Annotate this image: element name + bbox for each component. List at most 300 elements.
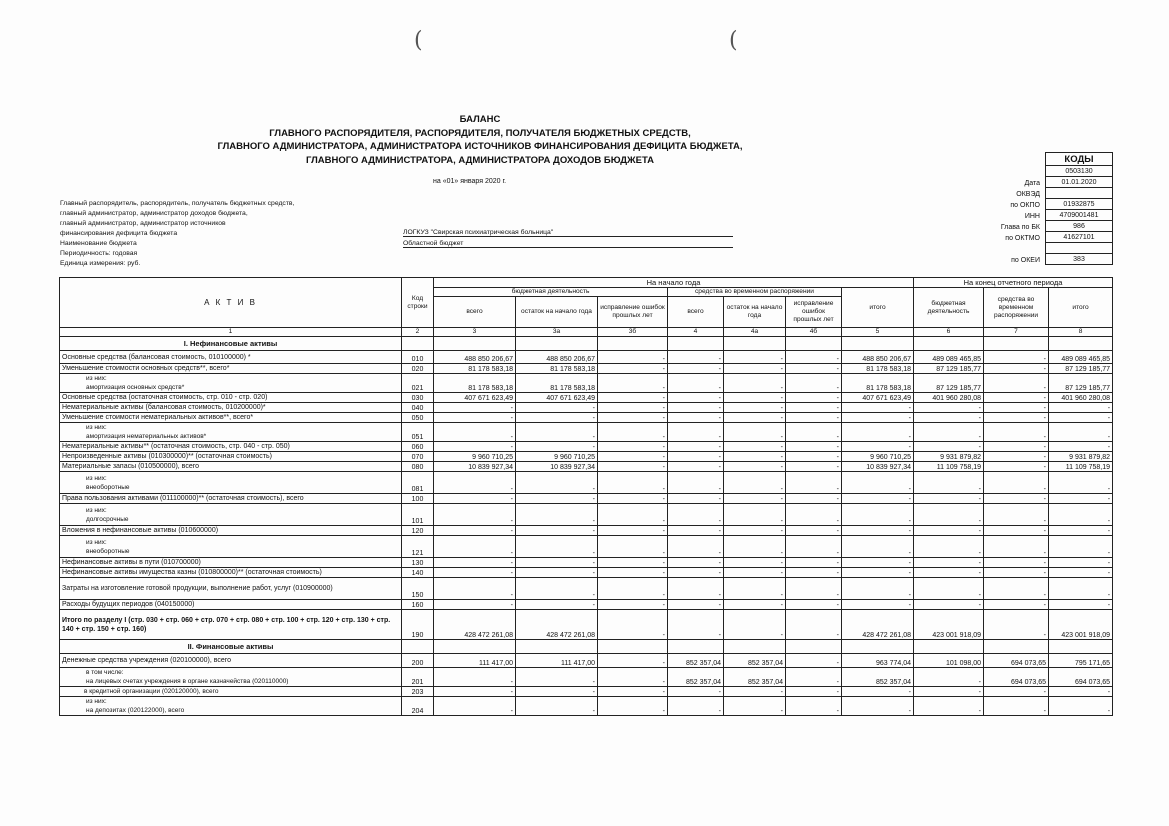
empty-cell <box>724 640 786 654</box>
value-cell: 9 931 879,82 <box>1049 452 1113 462</box>
value-cell: - <box>914 558 984 568</box>
value-cell: - <box>668 558 724 568</box>
row-name-detail: на депозитах (020122000), всего <box>86 707 185 714</box>
row-name <box>60 668 402 687</box>
empty-cell <box>786 337 842 351</box>
value-cell: - <box>668 578 724 600</box>
row-name <box>60 423 402 442</box>
section-title: I. Нефинансовые активы <box>60 337 402 351</box>
column-number: 3 <box>434 328 516 337</box>
value-cell: - <box>724 558 786 568</box>
header-remain-temp: остаток на начало года <box>724 297 786 328</box>
value-cell: - <box>724 423 786 442</box>
info-line: Единица измерения: руб. <box>60 260 141 267</box>
value-cell: 10 839 927,34 <box>434 462 516 472</box>
header-code: Код строки <box>402 278 434 328</box>
value-cell: - <box>914 687 984 697</box>
value-cell: 111 417,00 <box>434 654 516 668</box>
value-cell: - <box>842 578 914 600</box>
empty-cell <box>842 640 914 654</box>
empty-cell <box>984 640 1049 654</box>
value-cell: - <box>984 462 1049 472</box>
value-cell: 852 357,04 <box>668 668 724 687</box>
value-cell: 87 129 185,77 <box>1049 374 1113 393</box>
row-name <box>60 374 402 393</box>
value-cell: 694 073,65 <box>984 668 1049 687</box>
value-cell: - <box>1049 472 1113 494</box>
table-row <box>60 668 1113 687</box>
value-cell: 694 073,65 <box>984 654 1049 668</box>
value-cell: - <box>598 374 668 393</box>
value-cell: - <box>668 526 724 536</box>
value-cell: - <box>1049 442 1113 452</box>
value-cell: 488 850 206,67 <box>434 351 516 364</box>
value-cell: - <box>786 393 842 403</box>
value-cell: - <box>984 697 1049 716</box>
value-cell: - <box>914 578 984 600</box>
row-name <box>60 472 402 494</box>
header-budget: бюджетная деятельность <box>434 288 668 297</box>
value-cell: 9 960 710,25 <box>842 452 914 462</box>
code-value: 01.01.2020 <box>1046 177 1113 188</box>
row-name <box>60 452 402 462</box>
header-fix-temp: исправление ошибок прошлых лет <box>786 297 842 328</box>
value-cell: - <box>434 442 516 452</box>
header-itogo: итого <box>842 288 914 328</box>
value-cell: - <box>1049 697 1113 716</box>
value-cell: - <box>1049 578 1113 600</box>
value-cell: - <box>598 668 668 687</box>
header-start-year: На начало года <box>434 278 914 288</box>
value-cell: - <box>434 423 516 442</box>
row-name-intro: из них: <box>86 474 107 482</box>
value-cell: - <box>724 364 786 374</box>
value-cell: - <box>842 472 914 494</box>
value-cell: - <box>724 442 786 452</box>
value-cell: - <box>668 568 724 578</box>
column-number: 4 <box>668 328 724 337</box>
value-cell: - <box>598 687 668 697</box>
row-name-text: Расходы будущих периодов (040150000) <box>62 601 195 608</box>
value-cell: - <box>786 413 842 423</box>
value-cell: - <box>786 654 842 668</box>
row-name-intro: в том числе: <box>86 669 124 676</box>
row-name-text: Затраты на изготовление готовой продукции, выполнение работ, услуг (010900000) <box>62 585 333 592</box>
empty-cell <box>914 337 984 351</box>
value-cell: - <box>434 568 516 578</box>
header-end-itogo: итого <box>1049 288 1113 328</box>
header-aktiv: А К Т И В <box>60 278 402 328</box>
value-cell: - <box>786 610 842 640</box>
value-cell: - <box>914 600 984 610</box>
column-number: 1 <box>60 328 402 337</box>
column-number: 4а <box>724 328 786 337</box>
value-cell: - <box>724 504 786 526</box>
empty-cell <box>668 337 724 351</box>
value-cell: 81 178 583,18 <box>516 364 598 374</box>
value-cell: - <box>1049 687 1113 697</box>
value-cell: - <box>598 568 668 578</box>
row-name <box>60 600 402 610</box>
value-cell: - <box>984 536 1049 558</box>
value-cell: - <box>984 403 1049 413</box>
table-row <box>60 403 1113 413</box>
value-cell: - <box>516 403 598 413</box>
value-cell: - <box>786 687 842 697</box>
value-cell: - <box>914 442 984 452</box>
code-label <box>960 167 1040 178</box>
table-row <box>60 364 1113 374</box>
value-cell: - <box>598 654 668 668</box>
value-cell: 81 178 583,18 <box>842 364 914 374</box>
column-number: 2 <box>402 328 434 337</box>
row-name <box>60 568 402 578</box>
report-date: на «01» января 2020 г. <box>433 178 507 185</box>
row-name <box>60 526 402 536</box>
value-cell: - <box>984 452 1049 462</box>
empty-cell <box>842 337 914 351</box>
title-line: ГЛАВНОГО АДМИНИСТРАТОРА, АДМИНИСТРАТОРА ДОХОДОВ БЮДЖЕТА <box>305 154 655 166</box>
value-cell: - <box>1049 558 1113 568</box>
code-label: ОКВЭД <box>1016 191 1040 198</box>
value-cell: - <box>598 462 668 472</box>
value-cell: - <box>842 600 914 610</box>
codes-header: КОДЫ <box>1046 153 1113 166</box>
row-name-text: Уменьшение стоимости нематериальных активов**, всего* <box>62 414 254 421</box>
row-code: 140 <box>402 568 434 578</box>
value-cell: - <box>434 472 516 494</box>
row-name-detail: амортизация основных средств* <box>86 384 185 391</box>
value-cell: - <box>724 413 786 423</box>
value-cell: 9 960 710,25 <box>434 452 516 462</box>
value-cell: - <box>668 536 724 558</box>
row-code: 070 <box>402 452 434 462</box>
empty-cell <box>516 640 598 654</box>
value-cell: 407 671 623,49 <box>842 393 914 403</box>
row-code: 101 <box>402 504 434 526</box>
empty-cell <box>984 337 1049 351</box>
row-name <box>60 578 402 600</box>
value-cell: - <box>786 697 842 716</box>
info-line: финансирования дефицита бюджета <box>60 230 178 237</box>
value-cell: - <box>984 610 1049 640</box>
row-code: 050 <box>402 413 434 423</box>
value-cell: - <box>434 668 516 687</box>
table-row <box>60 687 1113 697</box>
value-cell: - <box>516 423 598 442</box>
value-cell: - <box>598 442 668 452</box>
value-cell: - <box>914 536 984 558</box>
header-end-temp: средства во временном распоряжении <box>984 288 1049 328</box>
value-cell: - <box>434 687 516 697</box>
header-fix: исправление ошибок прошлых лет <box>598 297 668 328</box>
value-cell: - <box>724 472 786 494</box>
value-cell: - <box>668 462 724 472</box>
budget-name: Областной бюджет <box>403 240 733 248</box>
value-cell: - <box>668 351 724 364</box>
value-cell: - <box>914 504 984 526</box>
value-cell: - <box>842 558 914 568</box>
value-cell: - <box>984 423 1049 442</box>
value-cell: - <box>914 668 984 687</box>
value-cell: - <box>668 413 724 423</box>
organization-name: ЛОГКУЗ "Свирская психиатрическая больница" <box>403 229 733 237</box>
value-cell: - <box>914 472 984 494</box>
row-name-text: Основные средства (балансовая стоимость, 010100000) * <box>62 353 251 361</box>
table-row <box>60 654 1113 668</box>
value-cell: - <box>786 536 842 558</box>
code-label: Глава по БК <box>1000 224 1040 231</box>
value-cell: - <box>786 494 842 504</box>
value-cell: - <box>914 494 984 504</box>
empty-cell <box>402 337 434 351</box>
row-name-text: Непроизведенные активы (010300000)** (остаточная стоимость) <box>62 453 272 460</box>
row-name <box>60 610 402 640</box>
row-name-text: Денежные средства учреждения (020100000), всего <box>62 657 232 664</box>
value-cell: - <box>1049 423 1113 442</box>
value-cell: - <box>984 558 1049 568</box>
column-number: 6 <box>914 328 984 337</box>
code-value <box>1046 243 1113 254</box>
value-cell: - <box>434 578 516 600</box>
value-cell: - <box>668 610 724 640</box>
value-cell: - <box>842 504 914 526</box>
value-cell: - <box>434 413 516 423</box>
value-cell: - <box>724 568 786 578</box>
empty-cell <box>434 640 516 654</box>
row-name <box>60 413 402 423</box>
value-cell: - <box>724 374 786 393</box>
row-name-text: Нематериальные активы** (остаточная стоимость, стр. 040 - стр. 050) <box>62 443 290 450</box>
value-cell: 423 001 918,09 <box>914 610 984 640</box>
row-name <box>60 393 402 403</box>
value-cell: - <box>598 558 668 568</box>
value-cell: - <box>668 452 724 462</box>
value-cell: - <box>598 504 668 526</box>
header-remain: остаток на начало года <box>516 297 598 328</box>
value-cell: 11 109 758,19 <box>914 462 984 472</box>
table-row <box>60 697 1113 716</box>
value-cell: - <box>842 536 914 558</box>
info-line: главный администратор, администратор источников <box>60 220 226 227</box>
value-cell: - <box>842 403 914 413</box>
value-cell: 428 472 261,08 <box>434 610 516 640</box>
value-cell: - <box>786 526 842 536</box>
value-cell: - <box>984 472 1049 494</box>
row-name-text: Права пользования активами (011100000)** (остаточная стоимость), всего <box>62 495 304 502</box>
value-cell: - <box>914 697 984 716</box>
value-cell: - <box>724 610 786 640</box>
value-cell: - <box>786 504 842 526</box>
value-cell: - <box>984 504 1049 526</box>
value-cell: - <box>1049 568 1113 578</box>
codes-box <box>1045 152 1113 265</box>
value-cell: 423 001 918,09 <box>1049 610 1113 640</box>
value-cell: - <box>984 526 1049 536</box>
value-cell: - <box>598 536 668 558</box>
value-cell: - <box>842 687 914 697</box>
value-cell: - <box>842 494 914 504</box>
row-name-detail: внеоборотные <box>86 547 130 555</box>
value-cell: - <box>434 403 516 413</box>
empty-cell <box>598 337 668 351</box>
header-end-period: На конец отчетного периода <box>914 278 1113 288</box>
value-cell: - <box>598 494 668 504</box>
row-code: 204 <box>402 697 434 716</box>
value-cell: - <box>984 578 1049 600</box>
value-cell: - <box>668 600 724 610</box>
value-cell: 963 774,04 <box>842 654 914 668</box>
row-code: 203 <box>402 687 434 697</box>
value-cell: - <box>668 364 724 374</box>
section-row <box>60 337 1113 351</box>
value-cell: - <box>984 393 1049 403</box>
title-line: ГЛАВНОГО РАСПОРЯДИТЕЛЯ, РАСПОРЯДИТЕЛЯ, ПОЛУЧАТЕЛЯ БЮДЖЕТНЫХ СРЕДСТВ, <box>269 127 691 139</box>
value-cell: - <box>724 494 786 504</box>
value-cell: - <box>434 504 516 526</box>
row-code: 081 <box>402 472 434 494</box>
value-cell: - <box>516 668 598 687</box>
title-line: БАЛАНС <box>459 114 501 125</box>
row-code: 150 <box>402 578 434 600</box>
row-code: 121 <box>402 536 434 558</box>
value-cell: - <box>1049 413 1113 423</box>
value-cell: - <box>984 374 1049 393</box>
row-name-detail: амортизация нематериальных активов* <box>86 433 207 440</box>
value-cell: - <box>914 403 984 413</box>
value-cell: - <box>724 697 786 716</box>
value-cell: - <box>598 600 668 610</box>
code-value: 986 <box>1046 221 1113 232</box>
document-title <box>180 113 780 167</box>
column-number: 3а <box>516 328 598 337</box>
value-cell: - <box>516 442 598 452</box>
header-total: всего <box>434 297 516 328</box>
row-code: 200 <box>402 654 434 668</box>
value-cell: 81 178 583,18 <box>842 374 914 393</box>
empty-cell <box>724 337 786 351</box>
value-cell: - <box>914 413 984 423</box>
row-code: 060 <box>402 442 434 452</box>
empty-cell <box>914 640 984 654</box>
value-cell: - <box>668 423 724 442</box>
row-name <box>60 462 402 472</box>
row-name-intro: из них: <box>86 424 107 431</box>
value-cell: - <box>598 351 668 364</box>
value-cell: - <box>516 494 598 504</box>
value-cell: - <box>984 600 1049 610</box>
value-cell: - <box>842 423 914 442</box>
empty-cell <box>516 337 598 351</box>
empty-cell <box>1049 640 1113 654</box>
row-name <box>60 536 402 558</box>
value-cell: - <box>786 568 842 578</box>
value-cell: - <box>668 504 724 526</box>
row-name-detail: на лицевых счетах учреждения в органе казначейства (020110000) <box>86 678 289 685</box>
organization-info <box>60 199 294 269</box>
row-name-text: Уменьшение стоимости основных средств**, всего* <box>62 365 230 372</box>
value-cell: - <box>984 494 1049 504</box>
code-value: 4709001481 <box>1046 210 1113 221</box>
value-cell: - <box>598 610 668 640</box>
value-cell: - <box>914 526 984 536</box>
code-label <box>960 244 1040 255</box>
value-cell: 10 839 927,34 <box>842 462 914 472</box>
value-cell: - <box>598 403 668 413</box>
empty-cell <box>402 640 434 654</box>
code-value <box>1046 188 1113 199</box>
info-line: Наименование бюджета <box>60 240 137 247</box>
row-name-intro: из них: <box>86 506 107 514</box>
row-name <box>60 442 402 452</box>
code-labels <box>960 167 1040 266</box>
value-cell: - <box>516 526 598 536</box>
value-cell: - <box>842 568 914 578</box>
section-title: II. Финансовые активы <box>60 640 402 654</box>
empty-cell <box>1049 337 1113 351</box>
value-cell: 488 850 206,67 <box>516 351 598 364</box>
row-name-text: Нефинансовые активы имущества казны (010800000)** (остаточная стоимость) <box>62 569 322 576</box>
column-number: 8 <box>1049 328 1113 337</box>
row-name-text: Нематериальные активы (балансовая стоимость, 010200000)* <box>62 404 266 411</box>
value-cell: 407 671 623,49 <box>434 393 516 403</box>
table-row <box>60 393 1113 403</box>
table-row <box>60 504 1113 526</box>
value-cell: - <box>786 558 842 568</box>
row-name-text: в кредитной организации (020120000), всего <box>84 688 219 695</box>
code-label: Дата <box>1024 180 1040 187</box>
value-cell: - <box>1049 403 1113 413</box>
code-value: 41627101 <box>1046 232 1113 243</box>
value-cell: - <box>598 452 668 462</box>
table-row <box>60 558 1113 568</box>
value-cell: 428 472 261,08 <box>842 610 914 640</box>
value-cell: - <box>598 472 668 494</box>
row-name-text: Вложения в нефинансовые активы (010600000) <box>62 527 219 534</box>
value-cell: - <box>668 403 724 413</box>
table-row <box>60 494 1113 504</box>
value-cell: 81 178 583,18 <box>434 364 516 374</box>
value-cell: - <box>516 504 598 526</box>
header-total-temp: всего <box>668 297 724 328</box>
value-cell: - <box>434 536 516 558</box>
table-row <box>60 526 1113 536</box>
value-cell: - <box>786 472 842 494</box>
table-row <box>60 442 1113 452</box>
column-number: 4б <box>786 328 842 337</box>
table-row <box>60 413 1113 423</box>
value-cell: - <box>984 442 1049 452</box>
value-cell: 401 960 280,08 <box>914 393 984 403</box>
value-cell: - <box>724 393 786 403</box>
info-line: Периодичность: годовая <box>60 250 138 257</box>
row-name <box>60 494 402 504</box>
value-cell: 9 960 710,25 <box>516 452 598 462</box>
row-code: 130 <box>402 558 434 568</box>
row-code: 020 <box>402 364 434 374</box>
row-name-text: Основные средства (остаточная стоимость, стр. 010 - стр. 020) <box>62 394 268 401</box>
value-cell: - <box>516 568 598 578</box>
row-name-detail: внеоборотные <box>86 483 130 491</box>
row-name-text: Итого по разделу I (стр. 030 + стр. 060 + стр. 070 + стр. 080 + стр. 100 + стр. 120 + стр. 130 + стр. 140 + стр. 150 + стр. 160) <box>62 616 391 633</box>
value-cell: - <box>914 423 984 442</box>
value-cell: - <box>786 578 842 600</box>
value-cell: 10 839 927,34 <box>516 462 598 472</box>
value-cell: - <box>724 462 786 472</box>
value-cell: - <box>598 393 668 403</box>
value-cell: - <box>434 697 516 716</box>
table-row <box>60 374 1113 393</box>
